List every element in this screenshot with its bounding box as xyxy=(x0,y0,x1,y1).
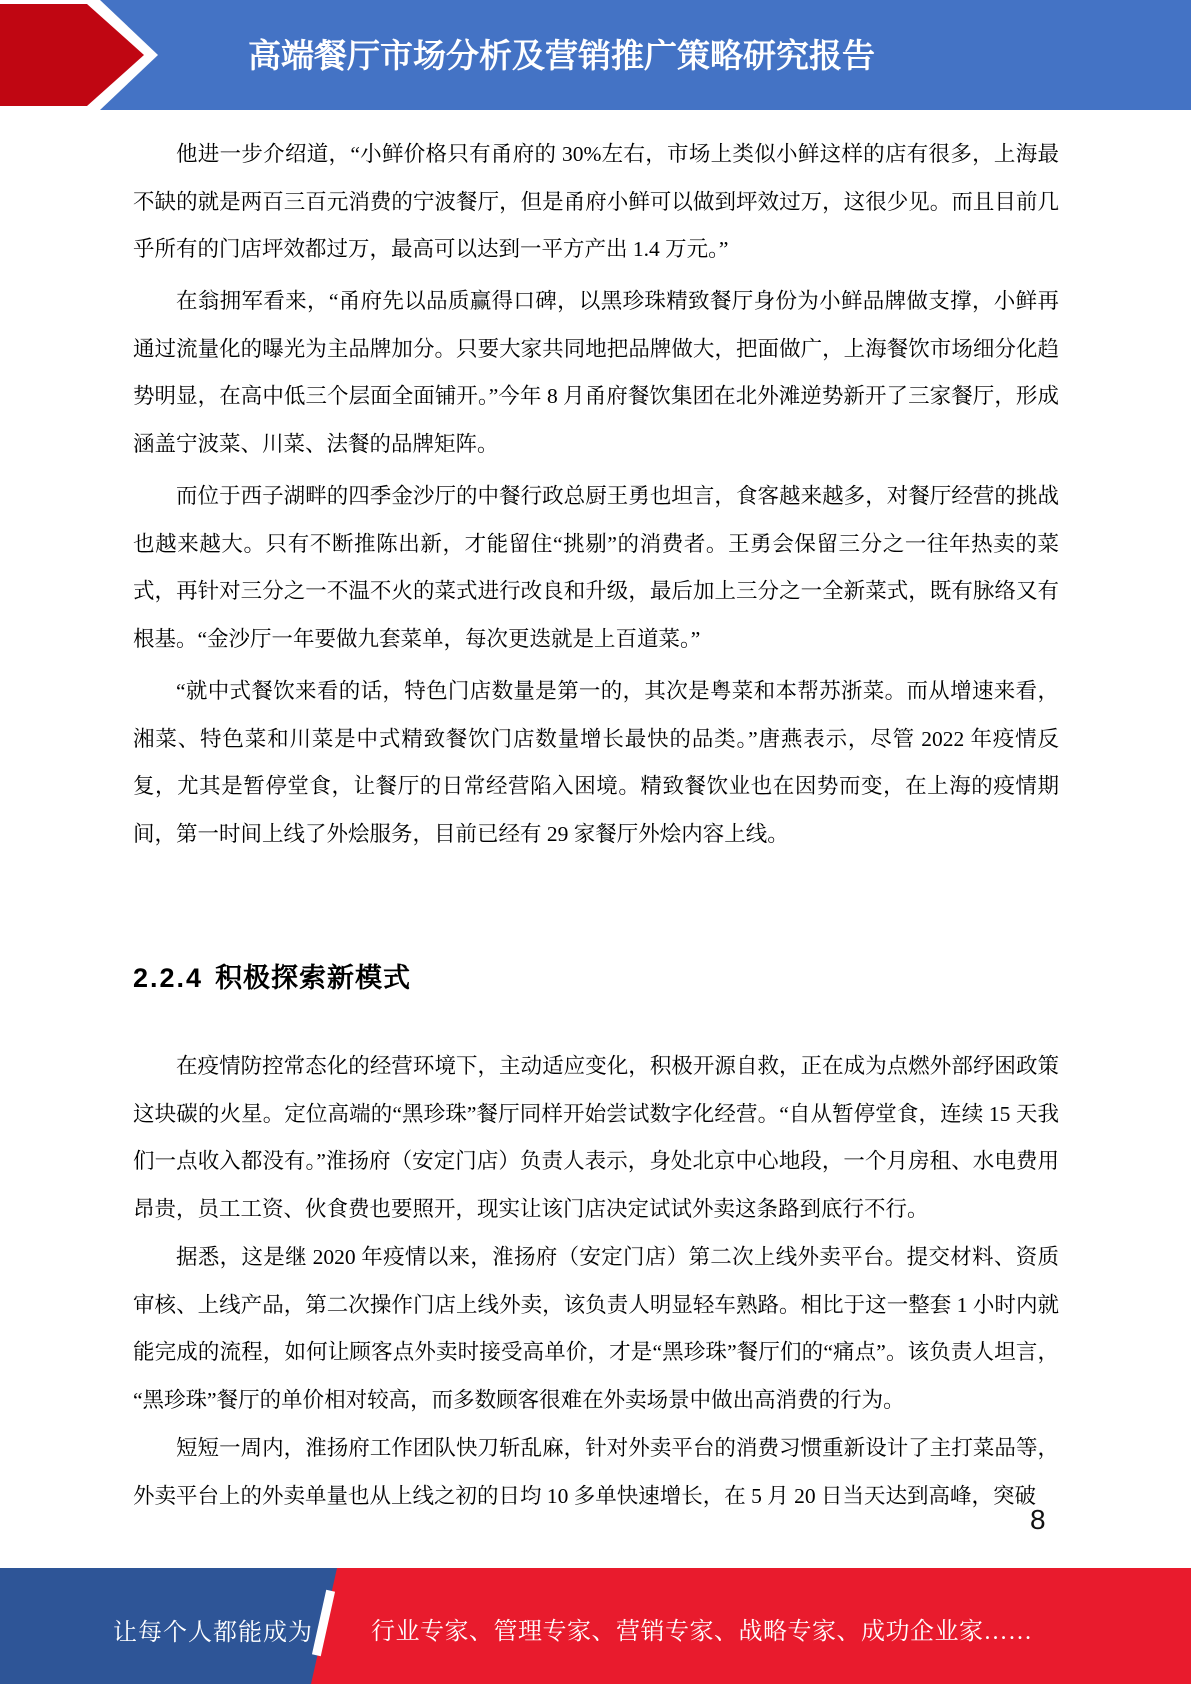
section-heading xyxy=(133,956,411,995)
section-title: 积极探索新模式 xyxy=(215,963,412,993)
body-paragraph: 短短一周内，淮扬府工作团队快刀斩乱麻，针对外卖平台的消费习惯重新设计了主打菜品等，外卖平台上的外卖单量也从上线之初的日均 10 多单快速增长，在 5 月 20 日当天达到高峰，突破 xyxy=(133,1436,1059,1508)
page-footer xyxy=(0,1568,1191,1684)
footer-slogan-left: 让每个人都能成为 xyxy=(113,1620,313,1646)
section-number: 2.2.4 xyxy=(133,963,204,993)
page-number: 8 xyxy=(1030,1504,1046,1535)
body-paragraph: 他进一步介绍道，“小鲜价格只有甬府的 30%左右，市场上类似小鲜这样的店有很多，上海最不缺的就是两百三百元消费的宁波餐厅，但是甬府小鲜可以做到坪效过万，这很少见。而且目前几乎所有的门店坪效都过万，最高可以达到一平方产出 1.4 万元。” xyxy=(133,142,1059,261)
body-paragraph: 在翁拥军看来，“甬府先以品质赢得口碑，以黑珍珠精致餐厅身份为小鲜品牌做支撑，小鲜再通过流量化的曝光为主品牌加分。只要大家共同地把品牌做大，把面做广，上海餐饮市场细分化趋势明显，在高中低三个层面全面铺开。”今年 8 月甬府餐饮集团在北外滩逆势新开了三家餐厅，形成涵盖宁波菜、川菜、法餐的品牌矩阵。 xyxy=(133,289,1059,456)
footer-slogan-right: 行业专家、管理专家、营销专家、战略专家、成功企业家…… xyxy=(371,1619,1033,1645)
red-arrow-icon xyxy=(0,0,175,110)
page-header xyxy=(0,0,1191,110)
page-title: 高端餐厅市场分析及营销推广策略研究报告 xyxy=(248,37,875,74)
body-paragraph: 在疫情防控常态化的经营环境下，主动适应变化，积极开源自救，正在成为点燃外部纾困政策这块碳的火星。定位高端的“黑珍珠”餐厅同样开始尝试数字化经营。“自从暂停堂食，连续 15 天我们一点收入都没有。”淮扬府（安定门店）负责人表示，身处北京中心地段，一个月房租、水电费用昂贵，员工工资、伙食费也要照开，现实让该门店决定试试外卖这条路到底行不行。 xyxy=(133,1054,1059,1221)
body-paragraph: 而位于西子湖畔的四季金沙厅的中餐行政总厨王勇也坦言，食客越来越多，对餐厅经营的挑战也越来越大。只有不断推陈出新，才能留住“挑剔”的消费者。王勇会保留三分之一往年热卖的菜式，再针对三分之一不温不火的菜式进行改良和升级，最后加上三分之一全新菜式，既有脉络又有根基。“金沙厅一年要做九套菜单，每次更迭就是上百道菜。” xyxy=(133,484,1059,651)
body-paragraph: “就中式餐饮来看的话，特色门店数量是第一的，其次是粤菜和本帮苏浙菜。而从增速来看，湘菜、特色菜和川菜是中式精致餐饮门店数量增长最快的品类。”唐燕表示，尽管 2022 年疫情反复，尤其是暂停堂食，让餐厅的日常经营陷入困境。精致餐饮业也在因势而变，在上海的疫情期间，第一时间上线了外烩服务，目前已经有 29 家餐厅外烩内容上线。 xyxy=(133,679,1059,846)
body-paragraph: 据悉，这是继 2020 年疫情以来，淮扬府（安定门店）第二次上线外卖平台。提交材料、资质审核、上线产品，第二次操作门店上线外卖，该负责人明显轻车熟路。相比于这一整套 1 小时内就能完成的流程，如何让顾客点外卖时接受高单价，才是“黑珍珠”餐厅们的“痛点”。该负责人坦言，“黑珍珠”餐厅的单价相对较高，而多数顾客很难在外卖场景中做出高消费的行为。 xyxy=(133,1245,1059,1412)
